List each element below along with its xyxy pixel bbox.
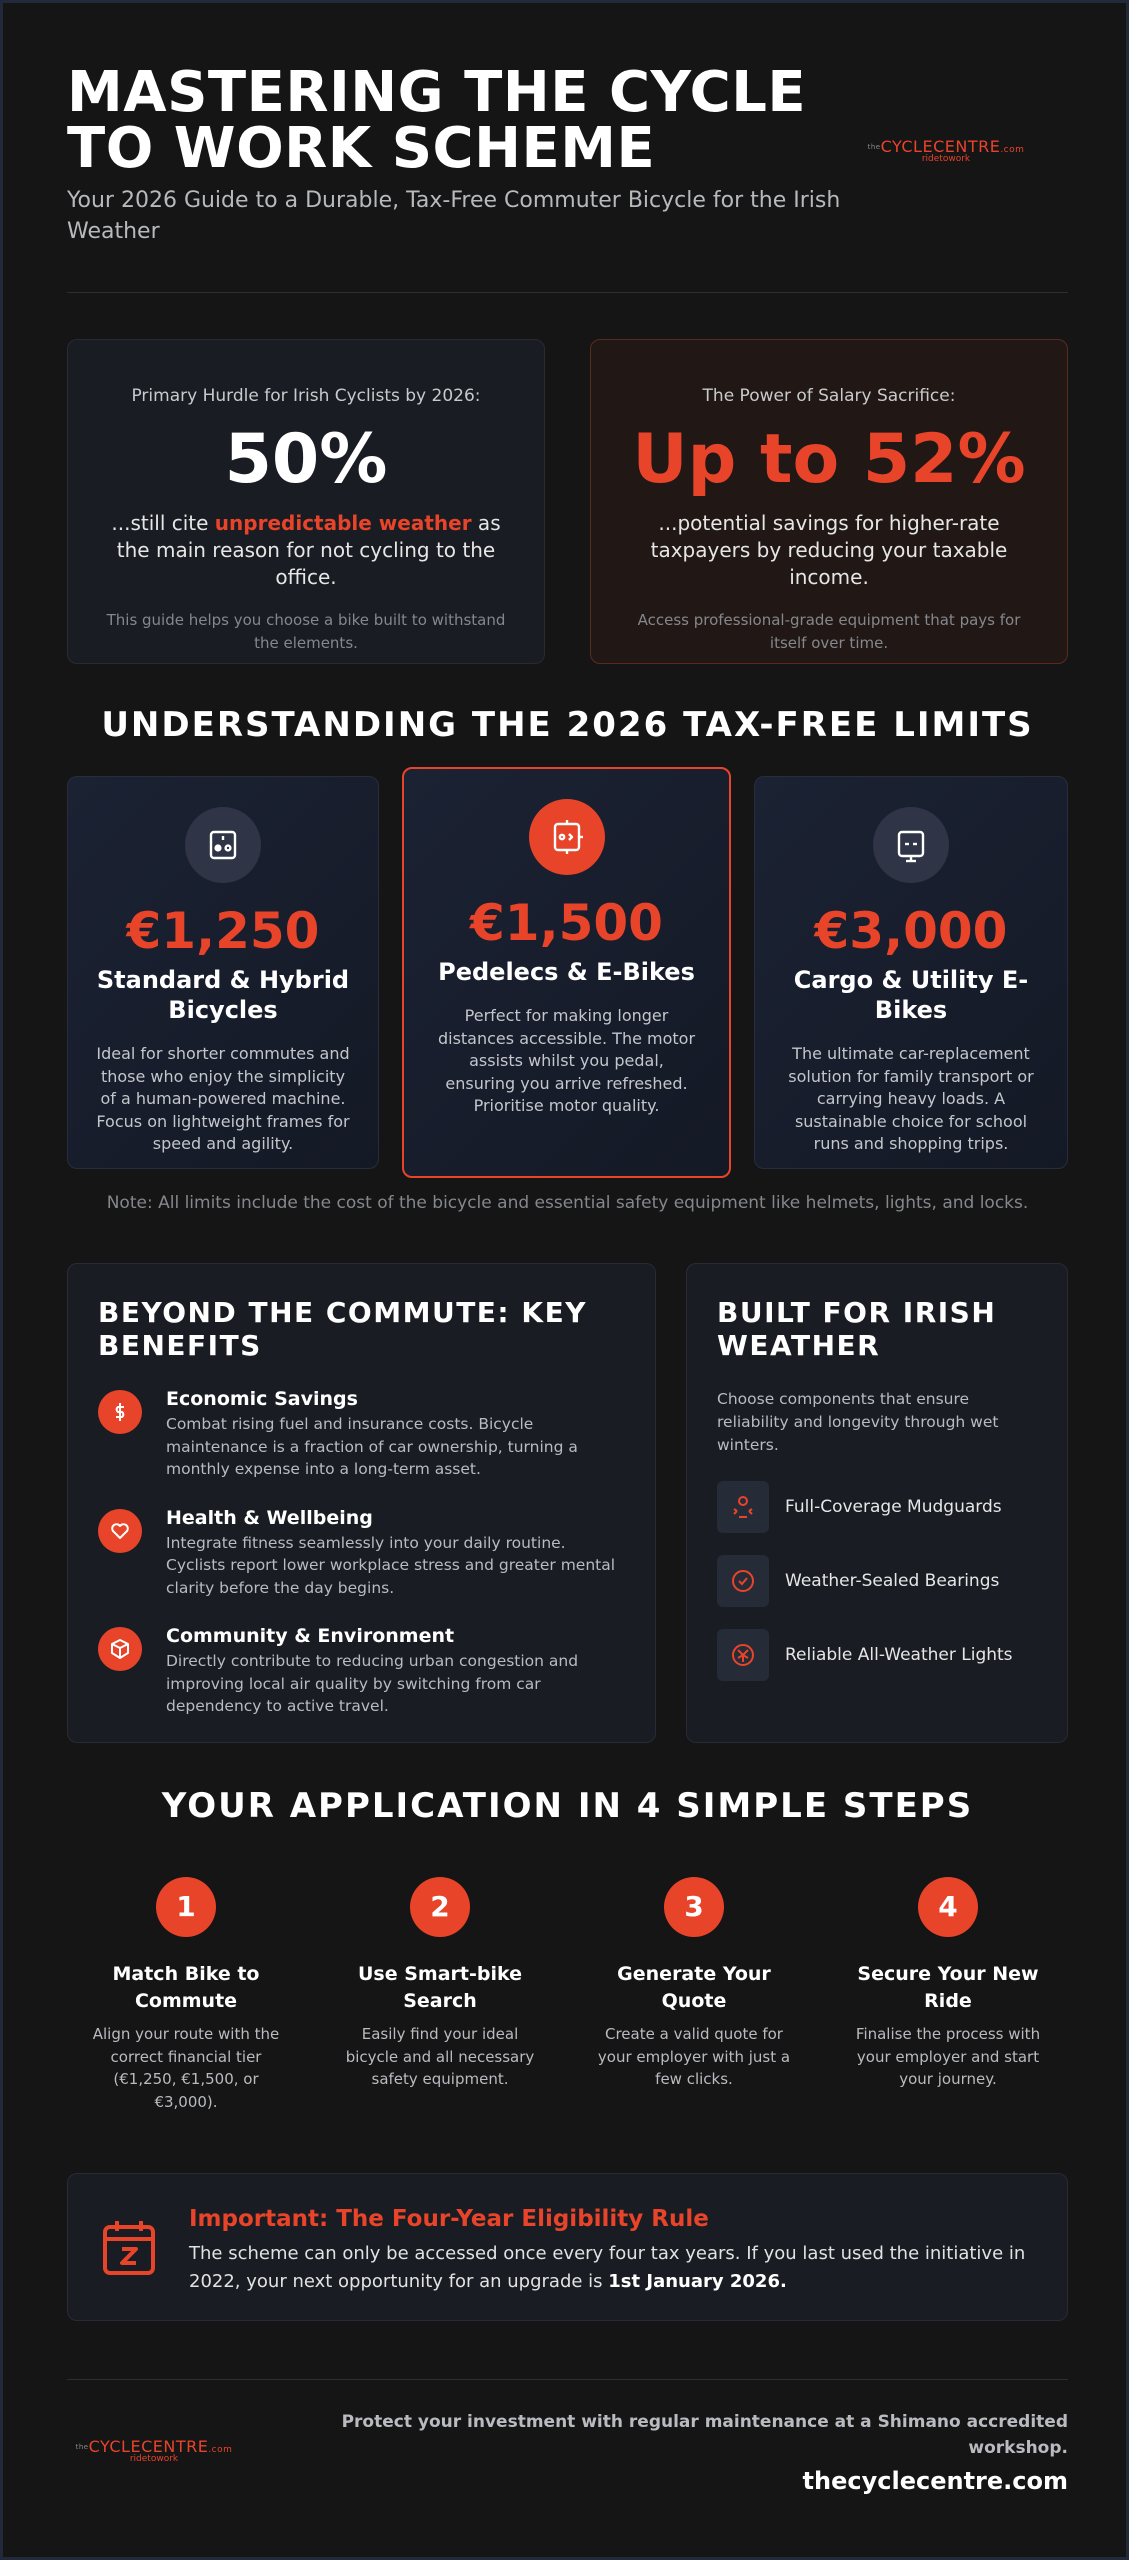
- header-divider: [67, 292, 1068, 293]
- step-text: Align your route with the correct financial tier (€1,250, €1,500, or €3,000).: [92, 2025, 280, 2111]
- weather-panel: [686, 1263, 1068, 1743]
- box-icon: [98, 1627, 142, 1671]
- brand-logo: [861, 137, 1031, 164]
- benefits-panel: [67, 1263, 656, 1743]
- stat-card-savings: [590, 339, 1068, 664]
- tier-value: €1,250: [126, 902, 320, 960]
- weather-label: Reliable All-Weather Lights: [785, 1645, 1013, 1665]
- weather-item: [717, 1481, 1037, 1533]
- tier-name: Cargo & Utility E-Bikes: [793, 966, 1029, 1024]
- heart-icon: [98, 1509, 142, 1553]
- step-item: [81, 1877, 291, 2113]
- step-title: Use Smart-bike Search: [357, 1963, 522, 2012]
- weather-intro: Choose components that ensure reliability and longevity through wet winters.: [717, 1390, 999, 1454]
- benefit-item: [98, 1507, 625, 1600]
- step-text: Easily find your ideal bicycle and all necessary safety equipment.: [345, 2025, 535, 2088]
- page-subtitle: Your 2026 Guide to a Durable, Tax-Free Commuter Bicycle for the Irish Weather: [67, 188, 841, 244]
- stat-note: Access professional-grade equipment that pays for itself over time.: [637, 611, 1021, 652]
- rule-date: 1st January 2026.: [608, 2271, 787, 2292]
- step-item: [843, 1877, 1053, 2091]
- cargo-bike-icon: [873, 807, 949, 883]
- stat-card-weather: [67, 339, 545, 664]
- stat-value: Up to 52%: [632, 420, 1026, 499]
- logo-suffix: .com: [1000, 145, 1025, 155]
- title-line-2: TO WORK SCHEME: [67, 116, 656, 181]
- step-text: Create a valid quote for your employer with just a few clicks.: [597, 2025, 791, 2088]
- step-item: [589, 1877, 799, 2091]
- step-number: 2: [410, 1877, 470, 1937]
- logo-prefix: the: [867, 143, 881, 151]
- tier-card-standard: [67, 776, 379, 1169]
- weather-item: [717, 1555, 1037, 1607]
- step-item: [335, 1877, 545, 2091]
- tier-card-ebike: [402, 767, 731, 1178]
- weather-item: [717, 1629, 1037, 1681]
- step-number: 4: [918, 1877, 978, 1937]
- bearing-icon: [717, 1555, 769, 1607]
- rule-text: The scheme can only be accessed once every four tax years. If you last used the initiative in 2022, your next opportunity for an upgrade is 1st January 2026.: [189, 2243, 1026, 2292]
- stat-description: ...potential savings for higher-rate taxpayers by reducing your taxable income.: [650, 511, 1008, 589]
- stat-label: The Power of Salary Sacrifice:: [702, 386, 956, 406]
- tier-description: Perfect for making longer distances accessible. The motor assists whilst you pedal, ensuring you arrive refreshed. Prioritise motor quality.: [437, 1006, 696, 1115]
- step-text: Finalise the process with your employer and start your journey.: [855, 2025, 1041, 2088]
- logo-tagline: ridetowork: [921, 154, 971, 164]
- eligibility-rule-box: [67, 2173, 1068, 2321]
- footer-url[interactable]: thecyclecentre.com: [802, 2467, 1068, 2495]
- weather-title: BUILT FOR IRISH WEATHER: [717, 1296, 997, 1362]
- benefit-text: Integrate fitness seamlessly into your daily routine. Cyclists report lower workplace stress and greater mental clarity before the day begins.: [166, 1533, 616, 1597]
- tier-description: Ideal for shorter commutes and those who enjoy the simplicity of a human-powered machine. Focus on lightweight frames for speed and agility.: [96, 1044, 350, 1153]
- logo-name: CYCLECENTRE: [88, 2437, 209, 2456]
- limits-section-title: UNDERSTANDING THE 2026 TAX-FREE LIMITS: [101, 705, 1034, 745]
- benefit-title: Economic Savings: [166, 1388, 358, 1410]
- weather-label: Full-Coverage Mudguards: [785, 1497, 1002, 1517]
- step-title: Match Bike to Commute: [112, 1963, 260, 2012]
- stat-description: ...still cite unpredictable weather as the main reason for not cycling to the office.: [111, 511, 501, 589]
- title-line-1: MASTERING THE CYCLE: [67, 60, 807, 125]
- logo-name: CYCLECENTRE: [880, 137, 1001, 156]
- stat-value: 50%: [224, 420, 388, 499]
- tier-value: €1,500: [470, 894, 663, 952]
- benefit-title: Health & Wellbeing: [166, 1506, 373, 1529]
- dollar-icon: [98, 1390, 142, 1434]
- limits-note: Note: All limits include the cost of the bicycle and essential safety equipment like helmets, lights, and locks.: [106, 1193, 1029, 1213]
- stat-highlight: unpredictable weather: [214, 511, 472, 535]
- rule-title: Important: The Four-Year Eligibility Rule: [189, 2206, 709, 2232]
- weather-label: Weather-Sealed Bearings: [785, 1571, 1000, 1591]
- tier-value: €3,000: [814, 902, 1008, 960]
- e-bike-icon: [529, 799, 605, 875]
- benefit-item: [98, 1388, 625, 1481]
- benefit-item: [98, 1625, 625, 1718]
- tier-card-cargo: [754, 776, 1068, 1169]
- page-title: [67, 60, 847, 181]
- benefit-text: Combat rising fuel and insurance costs. Bicycle maintenance is a fraction of car ownership, turning a monthly expense into a long-term asset.: [166, 1415, 578, 1478]
- tier-description: The ultimate car-replacement solution for family transport or carrying heavy loads. A sustainable choice for school runs and shopping trips.: [788, 1044, 1034, 1153]
- stat-note: This guide helps you choose a bike built to withstand the elements.: [106, 611, 506, 652]
- light-icon: [717, 1629, 769, 1681]
- calendar-icon: [100, 2218, 158, 2278]
- footer-text: Protect your investment with regular maintenance at a Shimano accredited workshop.: [341, 2412, 1068, 2458]
- tier-name: Pedelecs & E-Bikes: [438, 958, 695, 986]
- benefit-text: Directly contribute to reducing urban congestion and improving local air quality by switching from car dependency to active travel.: [166, 1652, 579, 1715]
- footer-logo: [69, 2437, 239, 2464]
- benefits-title: BEYOND THE COMMUTE: KEY BENEFITS: [98, 1296, 587, 1362]
- tier-name: Standard & Hybrid Bicycles: [96, 966, 350, 1024]
- step-title: Generate Your Quote: [617, 1963, 771, 2012]
- stat-label: Primary Hurdle for Irish Cyclists by 2026:: [131, 386, 481, 406]
- logo-prefix: the: [75, 2443, 89, 2451]
- mudguard-icon: [717, 1481, 769, 1533]
- steps-section-title: YOUR APPLICATION IN 4 SIMPLE STEPS: [161, 1786, 974, 1826]
- logo-tagline: ridetowork: [129, 2454, 179, 2464]
- step-title: Secure Your New Ride: [857, 1963, 1039, 2012]
- step-number: 3: [664, 1877, 724, 1937]
- benefit-title: Community & Environment: [166, 1625, 455, 1647]
- step-number: 1: [156, 1877, 216, 1937]
- logo-suffix: .com: [208, 2445, 233, 2455]
- footer-divider: [67, 2379, 1068, 2380]
- bicycle-icon: [185, 807, 261, 883]
